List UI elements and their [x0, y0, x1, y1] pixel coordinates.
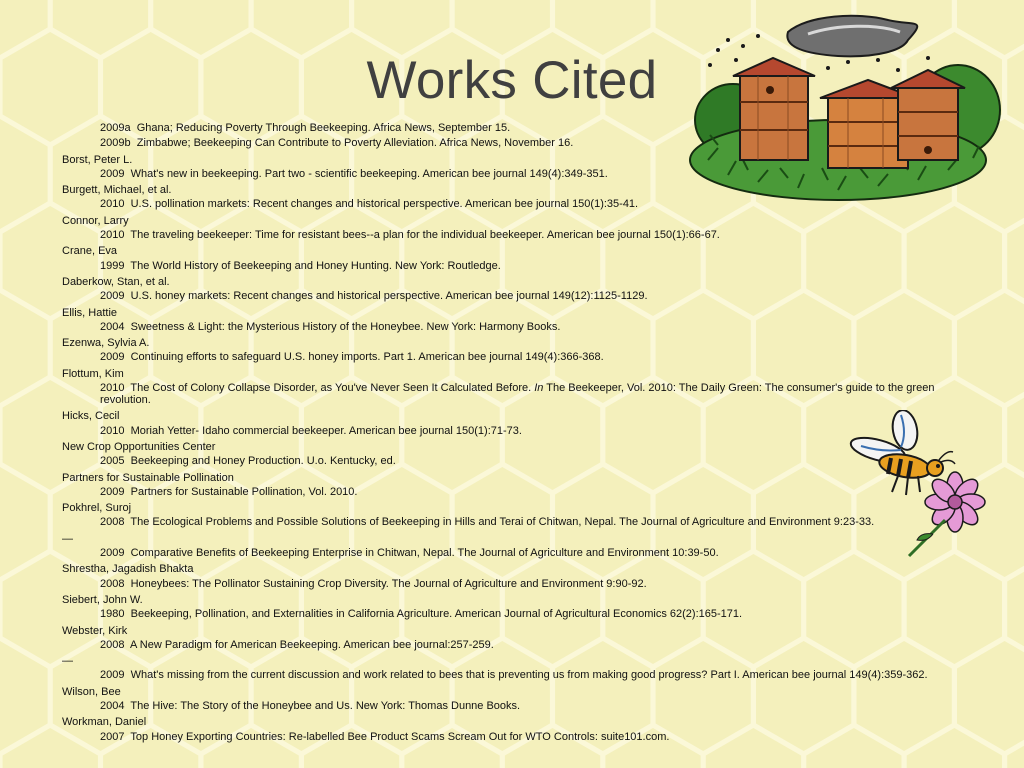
- reference-list: [62, 122, 952, 746]
- reference-year: 2004: [100, 699, 125, 712]
- reference-text: Top Honey Exporting Countries: Re-labelled Bee Product Scams Scream Out for WTO Controls: suite101.com.: [130, 730, 670, 743]
- reference-entry: [100, 700, 952, 715]
- reference-author: Borst, Peter L.: [62, 153, 133, 166]
- beehives-icon: [688, 10, 1006, 205]
- reference-text: Honeybees: The Pollinator Sustaining Crop Diversity. The Journal of Agriculture and Environment 9:90-92.: [130, 577, 647, 590]
- reference-year: 2009: [100, 290, 125, 303]
- reference-author: Workman, Daniel: [62, 716, 147, 729]
- reference-author: Partners for Sustainable Pollination: [62, 471, 234, 484]
- reference-text: Beekeeping and Honey Production. U.o. Kentucky, ed.: [130, 455, 396, 468]
- reference-entry: [100, 425, 952, 440]
- reference-year: 2008: [100, 516, 125, 529]
- reference-year: 2009: [100, 351, 125, 364]
- reference-text: The Hive: The Story of the Honeybee and Us. New York: Thomas Dunne Books.: [130, 699, 521, 712]
- reference-entry: [100, 547, 952, 562]
- reference-year: 2010: [100, 229, 125, 242]
- reference-text: Partners for Sustainable Pollination, Vol. 2010.: [130, 485, 358, 498]
- reference-year: 2009: [100, 547, 125, 560]
- reference-year: 2010: [100, 424, 125, 437]
- reference-text: Comparative Benefits of Beekeeping Enterprise in Chitwan, Nepal. The Journal of Agriculture and Environment 10:39-50.: [130, 547, 719, 560]
- reference-entry: [100, 260, 952, 275]
- reference-text: What's new in beekeeping. Part two - scientific beekeeping. American bee journal 149(4):349-351.: [130, 167, 608, 180]
- reference-author: Wilson, Bee: [62, 685, 121, 698]
- reference-year: 2009: [100, 485, 125, 498]
- reference-author: New Crop Opportunities Center: [62, 440, 216, 453]
- reference-italic: In: [534, 382, 544, 395]
- reference-entry: [100, 731, 952, 746]
- reference-text: The World History of Beekeeping and Honey Hunting. New York: Routledge.: [130, 259, 501, 272]
- reference-text-continued: The Beekeeper, Vol. 2010: The Daily Green: The consumer's guide to the green revolution.: [100, 382, 935, 407]
- reference-entry: [100, 486, 952, 501]
- reference-text: The traveling beekeeper: Time for resistant bees--a plan for the individual beekeeper. American bee journal 150(1):66-67.: [130, 229, 720, 242]
- reference-year: 2008: [100, 638, 125, 651]
- honeycomb-cell: [957, 641, 1024, 751]
- reference-year: 2009b: [100, 137, 131, 150]
- reference-entry: [100, 608, 952, 623]
- reference-entry: [100, 321, 952, 336]
- reference-entry: [100, 382, 952, 409]
- reference-entry: [100, 669, 952, 684]
- reference-author: Flottum, Kim: [62, 367, 124, 380]
- page-title: Works Cited: [366, 51, 658, 110]
- reference-entry: [100, 351, 952, 366]
- reference-entry: [100, 229, 952, 244]
- reference-year: 2004: [100, 320, 125, 333]
- reference-text: Ghana; Reducing Poverty Through Beekeeping. Africa News, September 15.: [136, 122, 511, 134]
- reference-text: The Cost of Colony Collapse Disorder, as You've Never Seen It Calculated Before.: [130, 382, 532, 395]
- reference-year: 1980: [100, 608, 125, 621]
- reference-year: 2008: [100, 577, 125, 590]
- reference-text: Continuing efforts to safeguard U.S. honey imports. Part 1. American bee journal 149(4):366-368.: [130, 351, 604, 364]
- reference-author: Hicks, Cecil: [62, 410, 120, 423]
- reference-author: Webster, Kirk: [62, 624, 128, 637]
- reference-text: Zimbabwe; Beekeeping Can Contribute to Poverty Alleviation. Africa News, November 16.: [136, 137, 574, 150]
- reference-text: A New Paradigm for American Beekeeping. American bee journal:257-259.: [130, 638, 494, 651]
- reference-author: Shrestha, Jagadish Bhakta: [62, 563, 194, 576]
- reference-entry: [100, 455, 952, 470]
- reference-year: 2005: [100, 455, 125, 468]
- reference-year: 2009: [100, 669, 125, 682]
- reference-text: Moriah Yetter- Idaho commercial beekeeper. American bee journal 150(1):71-73.: [130, 424, 522, 437]
- reference-text: What's missing from the current discussion and work related to bees that is preventing us from making good progress? Part I. American bee journal 149(4):359-362.: [130, 669, 928, 682]
- reference-entry: [100, 578, 952, 593]
- reference-author: Daberkow, Stan, et al.: [62, 275, 170, 288]
- reference-year: 2009: [100, 167, 125, 180]
- reference-entry: [100, 639, 952, 654]
- reference-author: Siebert, John W.: [62, 593, 143, 606]
- reference-text: Beekeeping, Pollination, and Externalities in California Agriculture. American Journal of Agricultural Economics 62(2):165-171.: [130, 608, 743, 621]
- reference-author: Ezenwa, Sylvia A.: [62, 337, 150, 350]
- reference-author: —: [62, 532, 73, 545]
- reference-entry: [100, 516, 952, 531]
- reference-text: U.S. pollination markets: Recent changes and historical perspective. American bee journal 150(1):35-41.: [130, 198, 639, 211]
- reference-author: Ellis, Hattie: [62, 306, 118, 319]
- reference-text: U.S. honey markets: Recent changes and historical perspective. American bee journal 149(12):1125-1129.: [130, 290, 648, 303]
- honeycomb-cell: [957, 293, 1024, 403]
- reference-author: —: [62, 655, 73, 668]
- reference-author: Connor, Larry: [62, 214, 129, 227]
- reference-author: Burgett, Michael, et al.: [62, 184, 172, 197]
- reference-author: Pokhrel, Suroj: [62, 502, 132, 515]
- reference-year: 2010: [100, 198, 125, 211]
- reference-text: The Ecological Problems and Possible Solutions of Beekeeping in Hills and Terai of Chitwan, Nepal. The Journal of Agriculture and Environment 9:23-33.: [130, 516, 875, 529]
- reference-entry: [100, 290, 952, 305]
- reference-year: 2007: [100, 730, 125, 743]
- reference-author: Crane, Eva: [62, 245, 118, 258]
- reference-year: 2009a: [100, 122, 131, 134]
- reference-year: 2010: [100, 382, 125, 395]
- reference-text: Sweetness & Light: the Mysterious History of the Honeybee. New York: Harmony Books.: [130, 320, 561, 333]
- honeybee-icon: [843, 410, 993, 560]
- reference-year: 1999: [100, 259, 125, 272]
